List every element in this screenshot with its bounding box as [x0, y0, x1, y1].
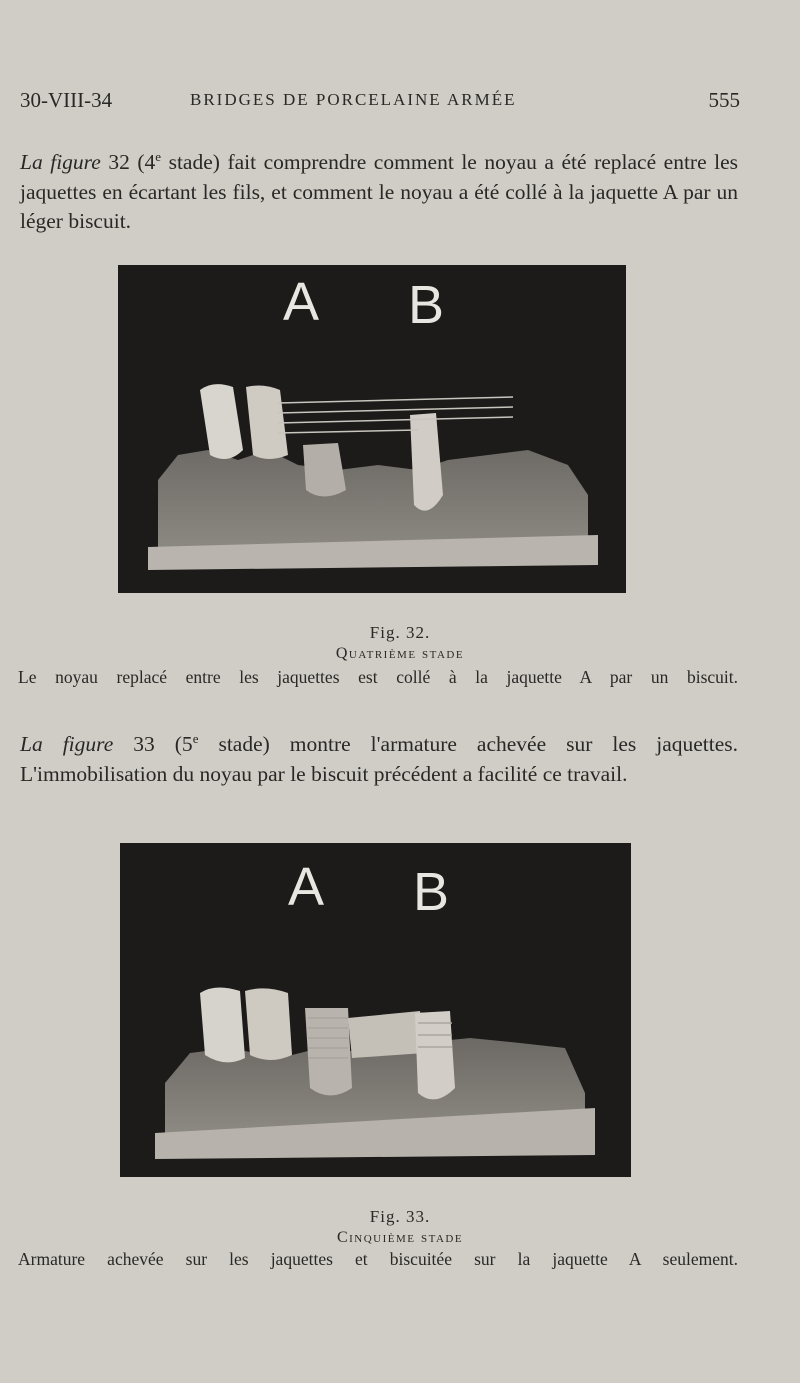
figure-ref-italic: La figure [20, 150, 101, 175]
figure-ref-italic: La figure [20, 732, 114, 757]
tooth-left [200, 987, 245, 1062]
photo-label-a: A [283, 272, 320, 332]
figure-32-number: Fig. 32. [369, 623, 431, 642]
figure-ref-number: 32 [108, 150, 130, 175]
paragraph-figure-32 [20, 142, 738, 237]
figure-33-photo [120, 843, 631, 1177]
stage-open: (5 [174, 732, 193, 757]
figure-32-illustration [118, 265, 626, 593]
figure-33-number: Fig. 33. [369, 1207, 431, 1226]
running-header [20, 88, 740, 118]
figure-33-title: Cinquième stade [336, 1229, 464, 1246]
figure-32-photo [118, 265, 626, 593]
figure-33-illustration [120, 843, 631, 1177]
stage-sup: e [192, 731, 199, 746]
photo-label-b: B [413, 862, 450, 922]
figure-ref-number: 33 [133, 732, 155, 757]
photo-label-a: A [288, 857, 325, 917]
photo-label-b: B [408, 275, 445, 335]
jacket-a [245, 988, 292, 1060]
stage-sup: e [155, 149, 162, 164]
page-number: 555 [708, 88, 740, 112]
paragraph-text: stade) montre l'armature achevée sur les jaquettes. L'immobilisation du noyau par le biscuit précédent a facilité ce travail. [20, 732, 739, 786]
core [305, 1008, 352, 1096]
figure-32-title: Quatrième stade [335, 645, 465, 662]
stage-open: (4 [137, 150, 156, 175]
header-title: BRIDGES DE PORCELAINE ARMÉE [190, 90, 517, 109]
paragraph-text: stade) fait comprendre comment le noyau a été replacé entre les jaquettes en écartant les fils, et comment le noyau a été collé à la jaquette A par un léger biscuit. [20, 150, 739, 234]
figure-33-caption: Armature achevée sur les jaquettes et biscuitée sur la jaquette A seulement. [18, 1249, 738, 1269]
figure-32-caption: Le noyau replacé entre les jaquettes est collé à la jaquette A par un biscuit. [18, 667, 738, 687]
armature [348, 1011, 425, 1058]
jacket-b [415, 1011, 455, 1099]
paragraph-figure-33 [20, 724, 738, 789]
header-date: 30-VIII-34 [20, 88, 113, 112]
